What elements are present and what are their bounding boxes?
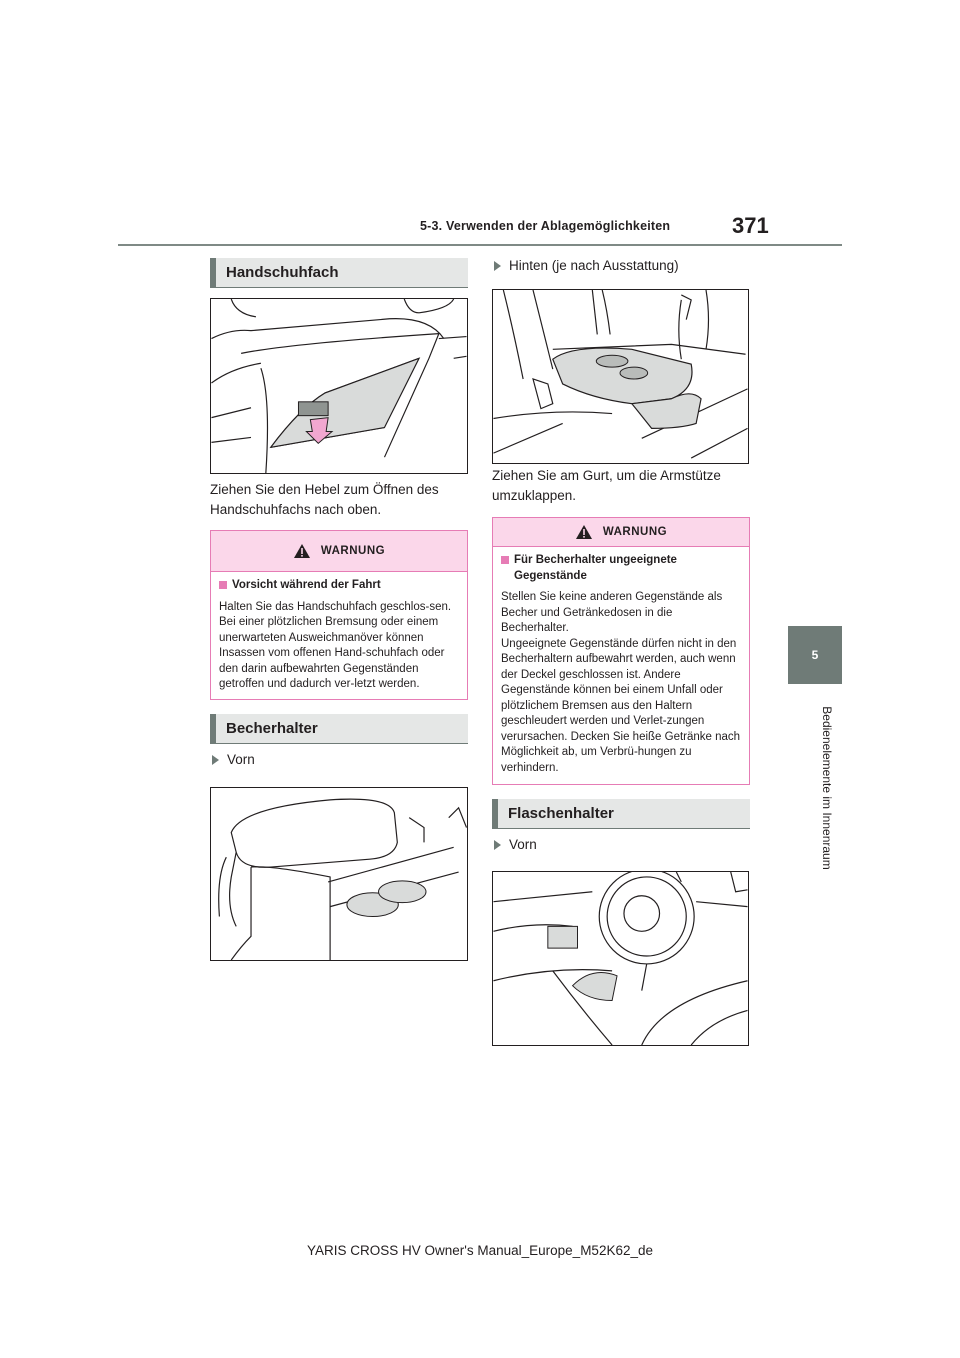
chapter-tab <box>788 626 842 684</box>
square-bullet-icon <box>219 581 227 589</box>
heading-becherhalter <box>210 714 468 744</box>
chapter-number: 5 <box>811 648 819 662</box>
rear-caption: Ziehen Sie am Gurt, um die Armstütze umzuklappen. <box>492 468 721 503</box>
chapter-title: Bedienelemente im Innenraum <box>820 706 834 870</box>
bottle-holder-illustration-icon <box>493 872 748 1045</box>
warning-header <box>211 531 467 572</box>
warning-triangle-icon <box>293 543 311 559</box>
front-cupholder-illustration-icon <box>211 788 467 960</box>
footer-manual-id: YARIS CROSS HV Owner's Manual_Europe_M52K62_de <box>307 1243 653 1258</box>
glovebox-illustration-icon <box>211 299 467 473</box>
glovebox-figure <box>210 298 468 474</box>
warning-box-cupholder <box>492 517 750 785</box>
heading-handschuhfach <box>210 258 468 288</box>
bullet-vorn-bottle <box>494 837 537 852</box>
header-rule <box>118 244 842 246</box>
bullet-text: Vorn <box>227 752 255 767</box>
warning-header <box>493 518 749 547</box>
bullet-hinten <box>494 258 679 273</box>
bullet-vorn-cupholder <box>212 752 255 767</box>
warning-title-text: Für Becherhalter ungeeignete Gegenstände <box>514 554 677 582</box>
warning-triangle-icon <box>575 524 593 540</box>
warning-text: Halten Sie das Handschuhfach geschlos-sen. Bei einer plötzlichen Bremsung oder einem unerwarteten Ausweichmanöver können Insassen vom offenen Hand-schuhfach oder den darin aufbewahrten Gegenständen getroffen und dadurch ver-letzt werden. <box>219 600 452 690</box>
heading-flaschenhalter <box>492 799 750 829</box>
heading-text: Handschuhfach <box>226 264 339 281</box>
bullet-text: Vorn <box>509 837 537 852</box>
bullet-arrow-icon <box>494 840 501 850</box>
heading-text: Becherhalter <box>226 720 318 737</box>
warning-label: WARNUNG <box>602 526 668 538</box>
glovebox-caption: Ziehen Sie den Hebel zum Öffnen des Handschuhfachs nach oben. <box>210 482 439 517</box>
rear-armrest-illustration-icon <box>493 290 748 463</box>
chapter-title-vertical <box>813 690 834 890</box>
warning-box-glovebox <box>210 530 468 700</box>
warning-title <box>219 578 459 594</box>
bottle-holder-figure <box>492 871 749 1046</box>
page-number: 371 <box>732 213 769 238</box>
rear-armrest-figure <box>492 289 749 464</box>
heading-text: Flaschenhalter <box>508 805 614 822</box>
warning-title <box>501 553 741 584</box>
warning-text: Stellen Sie keine anderen Gegenstände als Becher und Getränkedosen in die Becherhalter. Ungeeignete Gegenstände dürfen nicht in den Becherhaltern aufbewahrt werden, auch wenn der Deckel geschlossen ist. Andere Gegenstände können bei einem Unfall oder plötzlichem Bremsen aus den Haltern geschleudert werden und Verlet-zungen verursachen. Decken Sie heiße Getränke nach Möglichkeit ab, um Verbrü-hungen zu verhindern. <box>501 591 741 774</box>
square-bullet-icon <box>501 556 509 564</box>
warning-title-text: Vorsicht während der Fahrt <box>232 579 381 591</box>
bullet-arrow-icon <box>212 755 219 765</box>
warning-label: WARNUNG <box>320 545 386 557</box>
front-cupholder-figure <box>210 787 468 961</box>
bullet-arrow-icon <box>494 261 501 271</box>
section-title: 5-3. Verwenden der Ablagemöglichkeiten <box>420 219 671 233</box>
bullet-text: Hinten (je nach Ausstattung) <box>509 258 679 273</box>
